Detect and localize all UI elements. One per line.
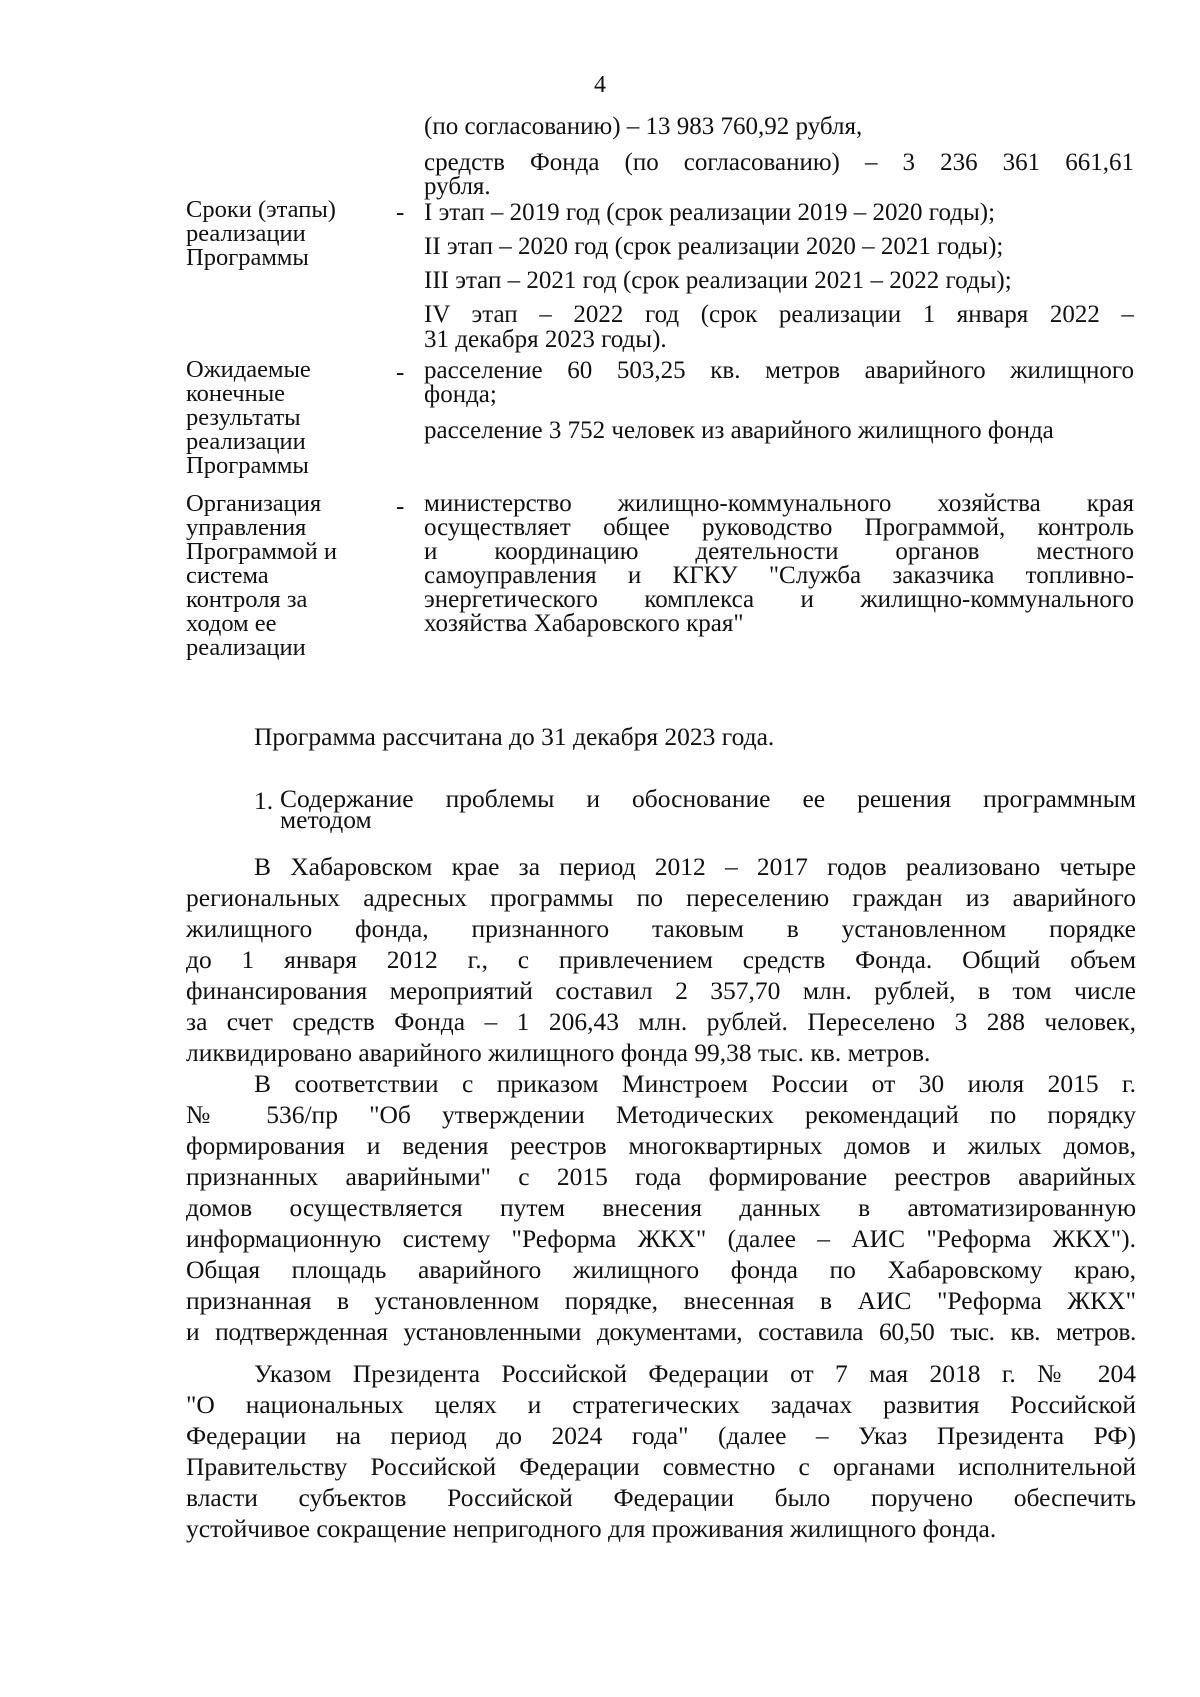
value-line: I этап – 2019 год (срок реализации 2019 – 2020 годы); — [424, 199, 996, 226]
label-line: реализации — [186, 220, 306, 247]
label-line: управления — [186, 514, 307, 541]
label-line: Программы — [186, 244, 309, 271]
passport-value — [424, 492, 1134, 636]
label-line: Ожидаемые — [186, 356, 311, 383]
value-line: II этап – 2020 год (срок реализации 2020 – 2021 годы); — [424, 233, 1004, 260]
finance-line: средств Фонда (по согласованию) – 3 236 361 661,61 — [424, 149, 1134, 176]
label-line: реализации — [186, 428, 306, 455]
label-line: Сроки (этапы) — [186, 196, 336, 223]
passport-value — [424, 358, 1134, 446]
value-line: министерство жилищно-коммунального хозяйства края — [424, 490, 1134, 517]
paragraph-line: за счет средств Фонда – 1 206,43 млн. рублей. Переселено 3 288 человек, — [186, 1007, 1136, 1036]
passport-label — [186, 198, 376, 270]
value-line: расселение 3 752 человек из аварийного жилищного фонда — [424, 417, 1054, 444]
passport-dash: - — [396, 493, 405, 520]
value-line: фонда; — [424, 381, 497, 408]
paragraph-line: признанных аварийными" с 2015 года формирование реестров аварийных — [186, 1162, 1136, 1191]
paragraph-line: Федерации на период до 2024 года" (далее – Указ Президента РФ) — [186, 1421, 1136, 1450]
paragraph-line: № 536/пр "Об утверждении Методических рекомендаций по порядку — [186, 1100, 1136, 1129]
paragraph-line: финансирования мероприятий составил 2 357,70 млн. рублей, в том числе — [186, 976, 1136, 1005]
paragraph-line: В Хабаровском крае за период 2012 – 2017 годов реализовано четыре — [254, 852, 1136, 881]
paragraph-line: устойчивое сокращение непригодного для проживания жилищного фонда. — [186, 1514, 997, 1543]
passport-label — [186, 492, 376, 660]
value-line: 31 декабря 2023 годы). — [424, 326, 667, 353]
section-heading-line: Содержание проблемы и обоснование ее решения программным — [280, 784, 1136, 813]
label-line: система — [186, 562, 269, 589]
paragraph-line: Указом Президента Российской Федерации от 7 мая 2018 г. № 204 — [254, 1359, 1136, 1388]
finance-tail-value — [424, 112, 1134, 198]
paragraph-line: признанная в установленном порядке, внесенная в АИС "Реформа ЖКХ" — [186, 1286, 1136, 1315]
paragraph-line: региональных адресных программы по переселению граждан из аварийного — [186, 883, 1136, 912]
paragraph-line: Общая площадь аварийного жилищного фонда по Хабаровскому краю, — [186, 1255, 1136, 1284]
value-line: расселение 60 503,25 кв. метров аварийного жилищного — [424, 357, 1134, 384]
value-line: и координацию деятельности органов местного — [424, 538, 1134, 565]
paragraph-line: В соответствии с приказом Минстроем России от 30 июля 2015 г. — [254, 1069, 1136, 1098]
label-line: Программы — [186, 452, 309, 479]
value-line: самоуправления и КГКУ "Служба заказчика топливно- — [424, 562, 1134, 589]
label-line: Программой и — [186, 538, 337, 565]
label-line: ходом ее — [186, 610, 277, 637]
paragraph-line: информационную систему "Реформа ЖКХ" (далее – АИС "Реформа ЖКХ"). — [186, 1224, 1136, 1253]
page-number: 4 — [594, 72, 606, 98]
paragraph-line: ликвидировано аварийного жилищного фонда 99,38 тыс. кв. метров. — [186, 1038, 931, 1067]
passport-dash: - — [396, 199, 405, 226]
passport-label — [186, 358, 376, 478]
label-line: Организация — [186, 490, 322, 517]
paragraph-line: жилищного фонда, признанного таковым в установленном порядке — [186, 914, 1136, 943]
finance-line: (по согласованию) – 13 983 760,92 рубля, — [424, 113, 863, 140]
paragraph-line: власти субъектов Российской Федерации было поручено обеспечить — [186, 1483, 1136, 1512]
value-line: осуществляет общее руководство Программой, контроль — [424, 514, 1134, 541]
section-number: 1. — [254, 786, 274, 815]
paragraph-line: домов осуществляется путем внесения данных в автоматизированную — [186, 1193, 1136, 1222]
value-line: энергетического комплекса и жилищно-коммунального — [424, 586, 1134, 613]
passport-dash: - — [396, 359, 405, 386]
label-line: конечные — [186, 380, 286, 407]
finance-line: рубля. — [424, 173, 491, 200]
paragraph-line: до 1 января 2012 г., с привлечением средств Фонда. Общий объем — [186, 945, 1136, 974]
passport-value — [424, 198, 1134, 353]
paragraph-line: формирования и ведения реестров многоквартирных домов и жилых домов, — [186, 1131, 1136, 1160]
paragraph-line: и подтвержденная установленными документами, составила 60,50 тыс. кв. метров. — [186, 1317, 1136, 1346]
program-term: Программа рассчитана до 31 декабря 2023 года. — [254, 722, 775, 751]
label-line: реализации — [186, 634, 306, 661]
value-line: хозяйства Хабаровского края" — [424, 610, 744, 637]
paragraph-line: Правительству Российской Федерации совместно с органами исполнительной — [186, 1452, 1136, 1481]
label-line: контроля за — [186, 586, 308, 613]
value-line: III этап – 2021 год (срок реализации 2021 – 2022 годы); — [424, 267, 1012, 294]
label-line: результаты — [186, 404, 301, 431]
section-heading-line: методом — [280, 805, 372, 834]
paragraph-line: "О национальных целях и стратегических задачах развития Российской — [186, 1390, 1136, 1419]
value-line: IV этап – 2022 год (срок реализации 1 января 2022 – — [424, 301, 1134, 328]
